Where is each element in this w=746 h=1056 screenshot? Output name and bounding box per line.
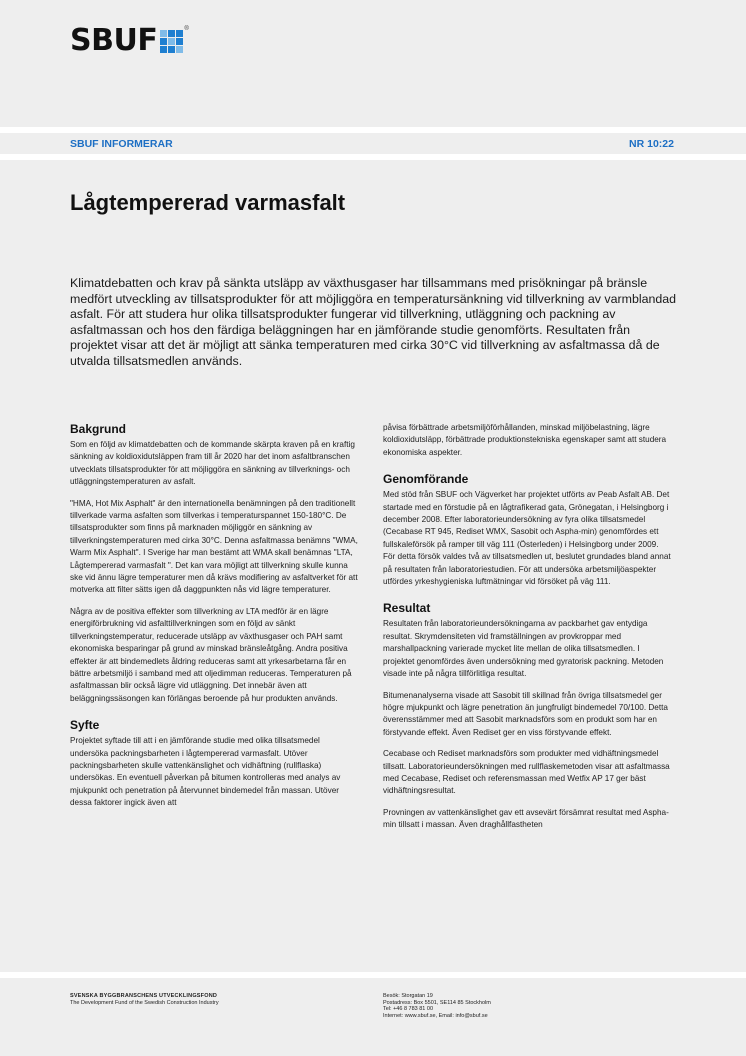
sbuf-logo [70,23,189,58]
syfte-paragraph-1: Projektet syftade till att i en jämförande studie med olika tillsatsmedel undersöka packningsbarheten i lågtempererad varmasfalt. Utöver packningsbarheten skulle vattenkänslighet och vidhäftning (rullflaska) undersökas. En eventuell påverkan på bitumen kontrolleras med analys av mjukpunkt och penetration på återvunnet bindemedel från massan. Utöver dessa faktorer ingick även att [70,736,341,808]
heading-genomforande: Genomförande [383,472,469,487]
header-bar [70,138,674,150]
series-label: SBUF INFORMERAR [70,138,173,150]
header-divider [0,154,746,160]
resultat-paragraph-3: Cecabase och Rediset marknadsförs som produkter med vidhäftningsmedel tillsatt. Laboratorieundersökningen med rullflaskemetoden visar att asfaltmassa med Cecabase, Rediset och referensmassan med Wetfix AP 17 ger bäst vidhäftningsresultat. [383,749,670,796]
right-column [383,422,673,841]
footer-contact [383,993,491,1019]
footer-web-email: Internet: www.sbuf.se, Email: info@sbuf.se [383,1012,488,1019]
footer-org-english: The Development Fund of the Swedish Construction Industry [70,1000,219,1006]
logo-text: SBUF [70,23,158,58]
bakgrund-paragraph-3: Några av de positiva effekter som tillverkning av LTA medför är en lägre energiförbrukning vid asfalttillverkningen som en följd av sänkt tillverkningstemperatur, reducerade utsläpp av växthusgaser och PAH samt ekonomiska besparingar på grund av minskad bränsleåtgång. Andra positiva effekter är att bindemedlets åldring reduceras samt att yrkesarbetarna får en bättre arbetsmiljö i samband med att oljedimman reduceras. Temperaturen på asfaltmassan blir också lägre vid utläggning. Det innebär även att beläggningssäsongen kan förlängas beroende på hur produkten används. [70,606,352,703]
heading-resultat: Resultat [383,601,431,616]
issue-number: NR 10:22 [629,138,674,150]
footer-visit-address: Besök: Storgatan 19 [383,993,433,999]
heading-syfte: Syfte [70,718,100,733]
logo-grid-icon [160,30,183,53]
resultat-paragraph-2: Bitumenanalyserna visade att Sasobit till skillnad från övriga tillsatsmedel ger högre mjukpunkt och lägre penetration än jungfruligt bindemedel 70/100. Detta överensstämmer med att Sasobit marknadsförs som en produkt som har en förstyvande effekt. Även Rediset ger en viss förstyvande effekt. [383,690,668,737]
left-column [70,422,360,819]
lead-paragraph: Klimatdebatten och krav på sänkta utsläpp av växthusgaser har tillsammans med prisökningar på bränsle medfört utveckling av tillsatsprodukter för att möjliggöra en temperatursänkning vid tillverkning av varmblandad asfalt. För att studera hur olika tillsatsprodukter fungerar vid tillverkning, utläggning och packning av asfaltmassan och hos den färdiga beläggningen har en jämförande studie genomförts. Resultaten från projektet visar att det är möjligt att sänka temperaturen med cirka 30°C vid tillverkning av asfaltmassa då de utvalda tillsatsmedlen används. [70,276,677,368]
resultat-paragraph-1: Resultaten från laboratorieundersökningarna av packbarhet gav entydiga resultat. Skrymdensiteten vid framställningen av provkroppar med marshallpackning varierade mycket lite mellan de olika tillsatsmedlen. I projektet genomfördes även undersökning med gyratorisk packning. Metoden visade inte på några tillförlitliga resultat. [383,619,664,679]
top-divider [0,127,746,133]
bakgrund-paragraph-2: "HMA, Hot Mix Asphalt" är den internationella benämningen på den traditionellt tillverkade varma asfalten som tillverkas i temperaturspannet 150-180°C. De tillsatsprodukter som finns på marknaden möjliggör en sänkning av tillverkningstemperaturen med cirka 30°C. Denna asfaltmassa benämns "WMA, Warm Mix Asphalt". I Sverige har man bestämt att WMA skall benämnas "LTA, Lågtempererad varmasfalt ". Det kan vara möjligt att tillverkning skulle kunna ske vid ännu lägre temperaturer men då krävs modifiering av asfaltverket för att motverka att filter sätts igen då daggpunkten nås vid lägre temperaturer. [70,498,358,595]
footer-organization [70,993,219,1007]
footer-postal-address: Postadress: Box 5501, SE114 85 Stockholm [383,999,491,1006]
footer-org-name: SVENSKA BYGGBRANSCHENS UTVECKLINGSFOND [70,993,218,999]
footer-divider [0,972,746,978]
registered-mark: ® [184,26,189,32]
footer-phone: Tel: +46 8 783 81 00 [383,1006,433,1013]
bakgrund-paragraph-1: Som en följd av klimatdebatten och de kommande skärpta kraven på en kraftig sänkning av koldioxidutsläppen fram till år 2020 har det inom asfaltbranschen utvecklats tillsatsprodukter för att möjliggöra en sänkning av tillverknings- och utläggningstemperaturen av asfalt. [70,440,355,487]
heading-bakgrund: Bakgrund [70,422,127,436]
genomforande-paragraph-1: Med stöd från SBUF och Vägverket har projektet utförts av Peab Asfalt AB. Det startade med en förstudie på en lågtrafikerad gata, Grönegatan, i Helsingborg i december 2008. Efter laboratorieundersökning av fyra olika tillsatsmedel (Cecabase RT 945, Rediset WMX, Sasobit och Aspha-min) genomfördes ett fullskaleförsök på ramper till väg 111 (Österleden) i Helsingborg under 2009. För detta försök valdes två av tillsatsmedlen ut, beslutet grundades bland annat på resultaten från laboratoriestudien. För att undersöka arbetsmiljöaspekter utfördes yrkeshygieniska luftmätningar vid försöket på väg 111. [383,490,671,587]
syfte-continued: påvisa förbättrade arbetsmiljöförhållanden, minskad miljöbelastning, lägre koldioxidutsläpp, förbättrade produktionstekniska egenskaper samt att studera ekonomiska aspekter. [383,423,667,457]
resultat-paragraph-4: Provningen av vattenkänslighet gav ett avsevärt försämrat resultat med Aspha-min tillsatt i massan. Även draghållfastheten [383,807,669,830]
page-title: Lågtempererad varmasfalt [70,190,346,215]
